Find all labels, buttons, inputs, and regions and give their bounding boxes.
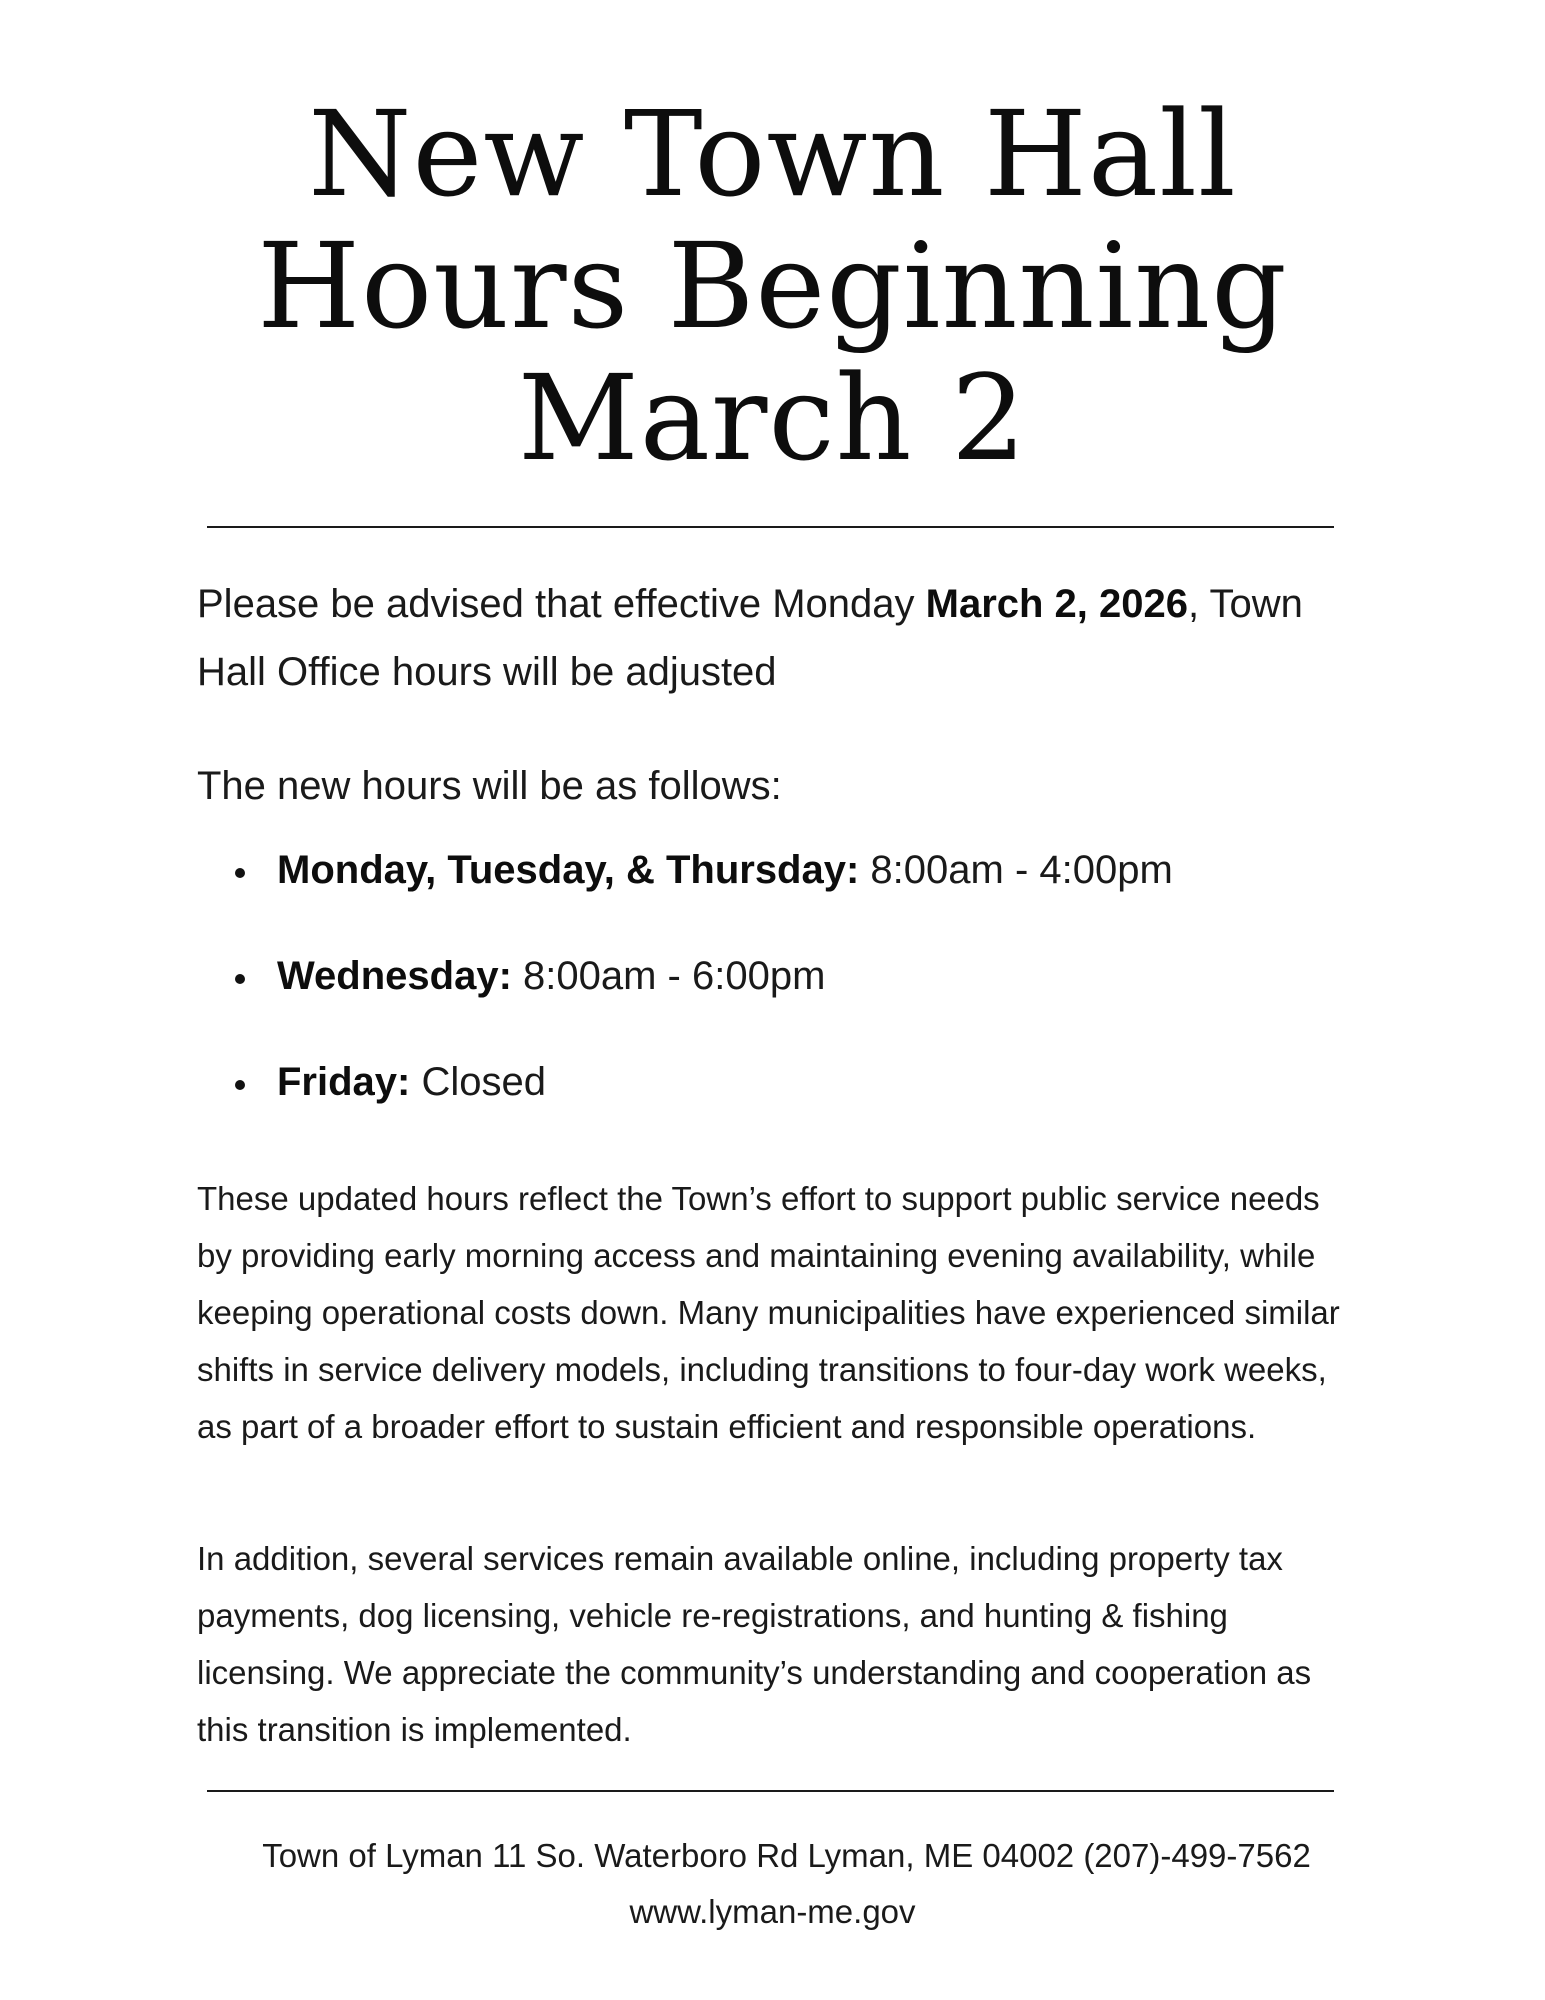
hours-time: Closed [410, 1060, 546, 1104]
title-line-1: New Town Hall [308, 85, 1237, 223]
hours-days: Monday, Tuesday, & Thursday: [277, 848, 860, 892]
online-services-paragraph: In addition, several services remain available online, including property tax payments, dog licensing, vehicle re-registrations, and hunting & fishing licensing. We appreciate the community’s understanding and cooperation as this transition is implemented. [197, 1540, 1312, 1748]
list-item [197, 946, 1357, 1006]
hours-time: 8:00am - 4:00pm [859, 848, 1173, 892]
hours-days: Friday: [277, 1060, 411, 1104]
hours-lead: The new hours will be as follows: [197, 764, 782, 808]
list-item [197, 840, 1357, 900]
bullet-icon [235, 1080, 245, 1090]
effective-date: March 2, 2026 [925, 582, 1189, 626]
footer-website: www.lyman-me.gov [629, 1893, 916, 1930]
title-line-3: March 2 [517, 349, 1028, 487]
title-line-2: Hours Beginning [257, 217, 1288, 355]
explanation-paragraph: These updated hours reflect the Town’s effort to support public service needs by providing early morning access and maintaining evening availability, while keeping operational costs down. Many municipalities have experienced similar shifts in service delivery models, including transitions to four-day work weeks, as part of a broader effort to sustain efficient and responsible operations. [197, 1180, 1340, 1445]
intro-paragraph [197, 570, 1357, 706]
list-item [197, 1052, 1357, 1112]
footer-address: Town of Lyman 11 So. Waterboro Rd Lyman, ME 04002 (207)-499-7562 [262, 1837, 1311, 1874]
hours-time: 8:00am - 6:00pm [511, 954, 826, 998]
top-divider [207, 526, 1334, 528]
intro-text-before: Please be advised that effective Monday [197, 582, 926, 626]
bullet-icon [235, 974, 245, 984]
bullet-icon [235, 868, 245, 878]
hours-days: Wednesday: [277, 954, 512, 998]
notice-title [0, 85, 1545, 487]
bottom-divider [207, 1790, 1334, 1792]
intro-text-after: , Town Hall Office hours will be adjusted [197, 582, 1303, 694]
hours-list [197, 840, 1357, 1158]
